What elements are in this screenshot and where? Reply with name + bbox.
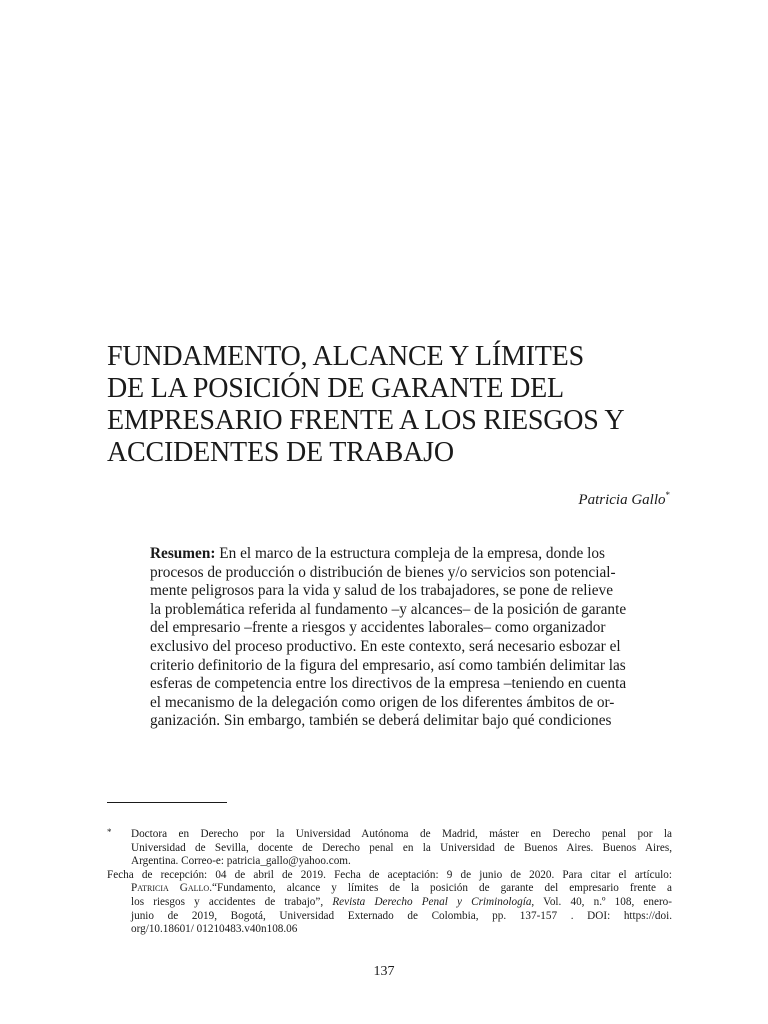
abstract-line: exclusivo del proceso productivo. En este contexto, será necesario esbozar el [150,637,621,655]
citation-text: , Vol. 40, n.º 108, enero- [531,895,672,908]
footnote-line: Doctora en Derecho por la Universidad Autónoma de Madrid, máster en Derecho penal por la [131,828,672,840]
citation-doi: org/10.18601/ 01210483.v40n108.06 [131,923,298,936]
title-line: DE LA POSICIÓN DE GARANTE DEL [107,373,564,404]
page-number: 137 [373,964,395,979]
citation-text: los riesgos y accidentes de trabajo”, [131,895,333,908]
footnote-line: Universidad de Sevilla, docente de Derecho penal en la Universidad de Buenos Aires. Buenos Aires, [131,841,672,854]
reception-note [107,869,672,937]
author-footnote [107,828,672,869]
abstract-line: mente peligrosos para la vida y salud de los trabajadores, se pone de relieve [150,582,613,600]
author-byline [578,490,670,509]
footnotes [107,828,672,937]
footnote-line: Argentina. Correo-e: patricia_gallo@yahoo.com. [131,855,351,868]
author-footnote-mark: * [665,490,670,500]
citation-text: .“Fundamento, alcance y límites de la posición de garante del empresario frente a [209,882,672,895]
abstract-line: la problemática referida al fundamento –y alcances– de la posición de garante [150,600,627,618]
article-title [107,341,697,469]
title-line: FUNDAMENTO, ALCANCE Y LÍMITES [107,341,584,372]
citation-line: junio de 2019, Bogotá, Universidad Externado de Colombia, pp. 137-157 . DOI: https://doi. [131,909,672,922]
abstract-line-text: En el marco de la estructura compleja de la empresa, donde los [219,545,605,562]
abstract-line: criterio definitorio de la figura del empresario, así como también delimitar las [150,656,626,674]
author-name: Patricia Gallo [578,492,666,508]
abstract-line: el mecanismo de la delegación como origen de los diferentes ámbitos de or- [150,693,615,711]
title-line: EMPRESARIO FRENTE A LOS RIESGOS Y [107,405,625,436]
citation-journal: Revista Derecho Penal y Criminología [332,895,532,908]
abstract-label: Resumen: [150,545,216,562]
abstract-line [150,545,670,564]
citation-author: Patricia Gallo [131,882,210,895]
abstract-line: procesos de producción o distribución de bienes y/o servicios son potencial- [150,563,616,581]
abstract-line: esferas de competencia entre los directivos de la empresa –teniendo en cuenta [150,675,627,693]
abstract-line: del empresario –frente a riesgos y accidentes laborales– como organizador [150,619,606,637]
citation-line [107,882,672,896]
citation-line [107,896,672,910]
title-line: ACCIDENTES DE TRABAJO [107,437,454,468]
abstract-line: ganización. Sin embargo, también se deberá delimitar bajo qué condiciones [150,712,612,730]
reception-line: Fecha de recepción: 04 de abril de 2019. Fecha de aceptación: 9 de junio de 2020. Para citar el artículo: [107,868,672,881]
footnote-mark: * [107,827,112,837]
abstract [150,545,670,731]
footnote-separator [107,802,227,803]
